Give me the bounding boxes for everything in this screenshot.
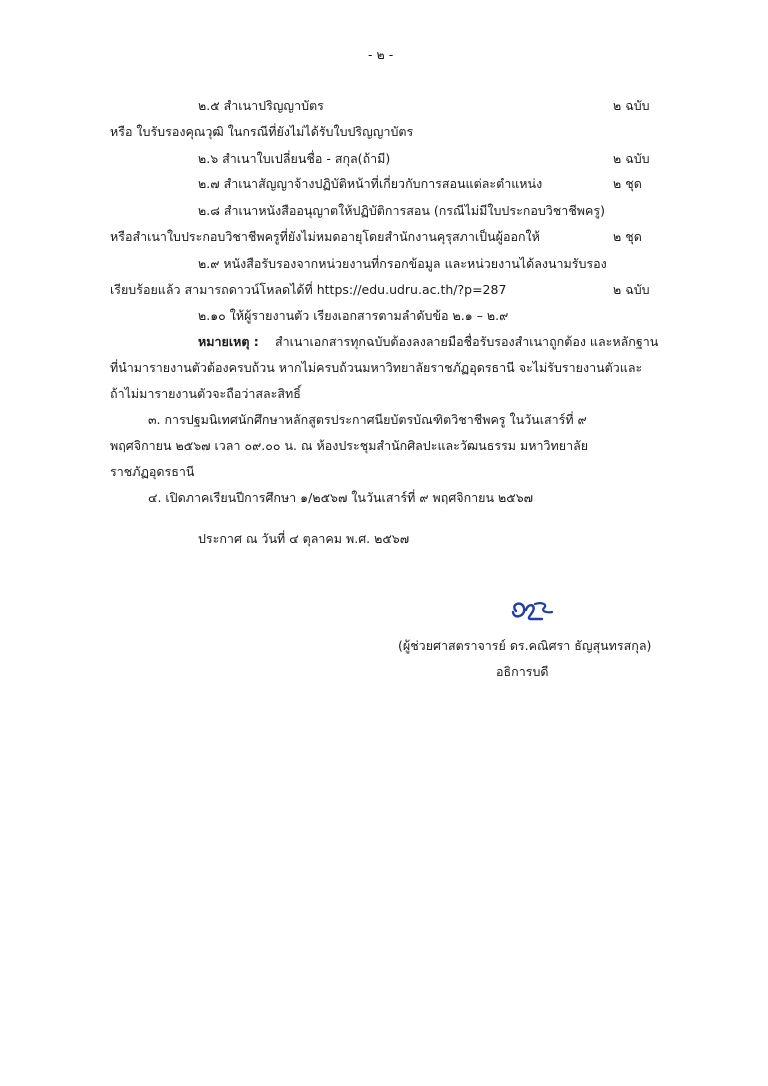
signatory-title: อธิการบดี bbox=[496, 664, 549, 679]
item-2-5-continuation: หรือ ใบรับรองคุณวุฒิ ในกรณีที่ยังไม่ได้รับใบปริญญาบัตร bbox=[110, 124, 414, 139]
item-2-9-continuation: เรียบร้อยแล้ว สามารถดาวน์โหลดได้ที่ https://edu.udru.ac.th/?p=287 bbox=[110, 282, 507, 297]
item-2-7: ๒.๗ สำเนาสัญญาจ้างปฏิบัติหน้าที่เกี่ยวกับการสอนแต่ละตำแหน่ง bbox=[198, 176, 543, 191]
item-2-10: ๒.๑๐ ให้ผู้รายงานตัว เรียงเอกสารตามลำดับข้อ ๒.๑ – ๒.๙ bbox=[198, 308, 509, 323]
item-2-5-qty: ๒ ฉบับ bbox=[613, 98, 650, 113]
section-4: ๔. เปิดภาคเรียนปีการศึกษา ๑/๒๕๖๗ ในวันเสาร์ที่ ๙ พฤศจิกายน ๒๕๖๗ bbox=[148, 490, 534, 505]
item-2-8-continuation: หรือสำเนาใบประกอบวิชาชีพครูที่ยังไม่หมดอายุโดยสำนักงานคุรุสภาเป็นผู้ออกให้ bbox=[110, 229, 540, 244]
section-3-line-3: ราชภัฏอุดรธานี bbox=[110, 464, 195, 479]
item-2-9: ๒.๙ หนังสือรับรองจากหน่วยงานที่กรอกข้อมูล และหน่วยงานได้ลงนามรับรอง bbox=[198, 256, 607, 271]
handwritten-signature bbox=[508, 598, 556, 624]
section-3-line-2: พฤศจิกายน ๒๕๖๗ เวลา ๐๙.๐๐ น. ณ ห้องประชุมสำนักศิลปะและวัฒนธรรม มหาวิทยาลัย bbox=[110, 438, 589, 453]
item-2-8-qty: ๒ ชุด bbox=[613, 229, 642, 244]
page-number: - ๒ - bbox=[368, 47, 394, 62]
item-2-6: ๒.๖ สำเนาใบเปลี่ยนชื่อ - สกุล(ถ้ามี) bbox=[198, 151, 391, 166]
announcement-date: ประกาศ ณ วันที่ ๔ ตุลาคม พ.ศ. ๒๕๖๗ bbox=[198, 531, 410, 546]
item-2-7-qty: ๒ ชุด bbox=[613, 176, 642, 191]
item-2-6-qty: ๒ ฉบับ bbox=[613, 151, 650, 166]
note-line-2: ที่นำมารายงานตัวต้องครบถ้วน หากไม่ครบถ้วนมหาวิทยาลัยราชภัฏอุดรธานี จะไม่รับรายงานตัวและ bbox=[110, 360, 643, 375]
item-2-5: ๒.๕ สำเนาปริญญาบัตร bbox=[198, 98, 324, 113]
note-label: หมายเหตุ : bbox=[198, 334, 259, 349]
note-line-1: สำเนาเอกสารทุกฉบับต้องลงลายมือชื่อรับรองสำเนาถูกต้อง และหลักฐาน bbox=[275, 334, 659, 349]
signatory-name: (ผู้ช่วยศาสตราจารย์ ดร.คณิศรา ธัญสุนทรสกุล) bbox=[398, 638, 652, 653]
note-line-3: ถ้าไม่มารายงานตัวจะถือว่าสละสิทธิ์ bbox=[110, 386, 301, 401]
item-2-9-qty: ๒ ฉบับ bbox=[613, 282, 650, 297]
section-3-line-1: ๓. การปฐมนิเทศนักศึกษาหลักสูตรประกาศนียบัตรบัณฑิตวิชาชีพครู ในวันเสาร์ที่ ๙ bbox=[148, 412, 587, 427]
item-2-8: ๒.๘ สำเนาหนังสืออนุญาตให้ปฏิบัติการสอน (กรณีไม่มีใบประกอบวิชาชีพครู) bbox=[198, 203, 605, 218]
